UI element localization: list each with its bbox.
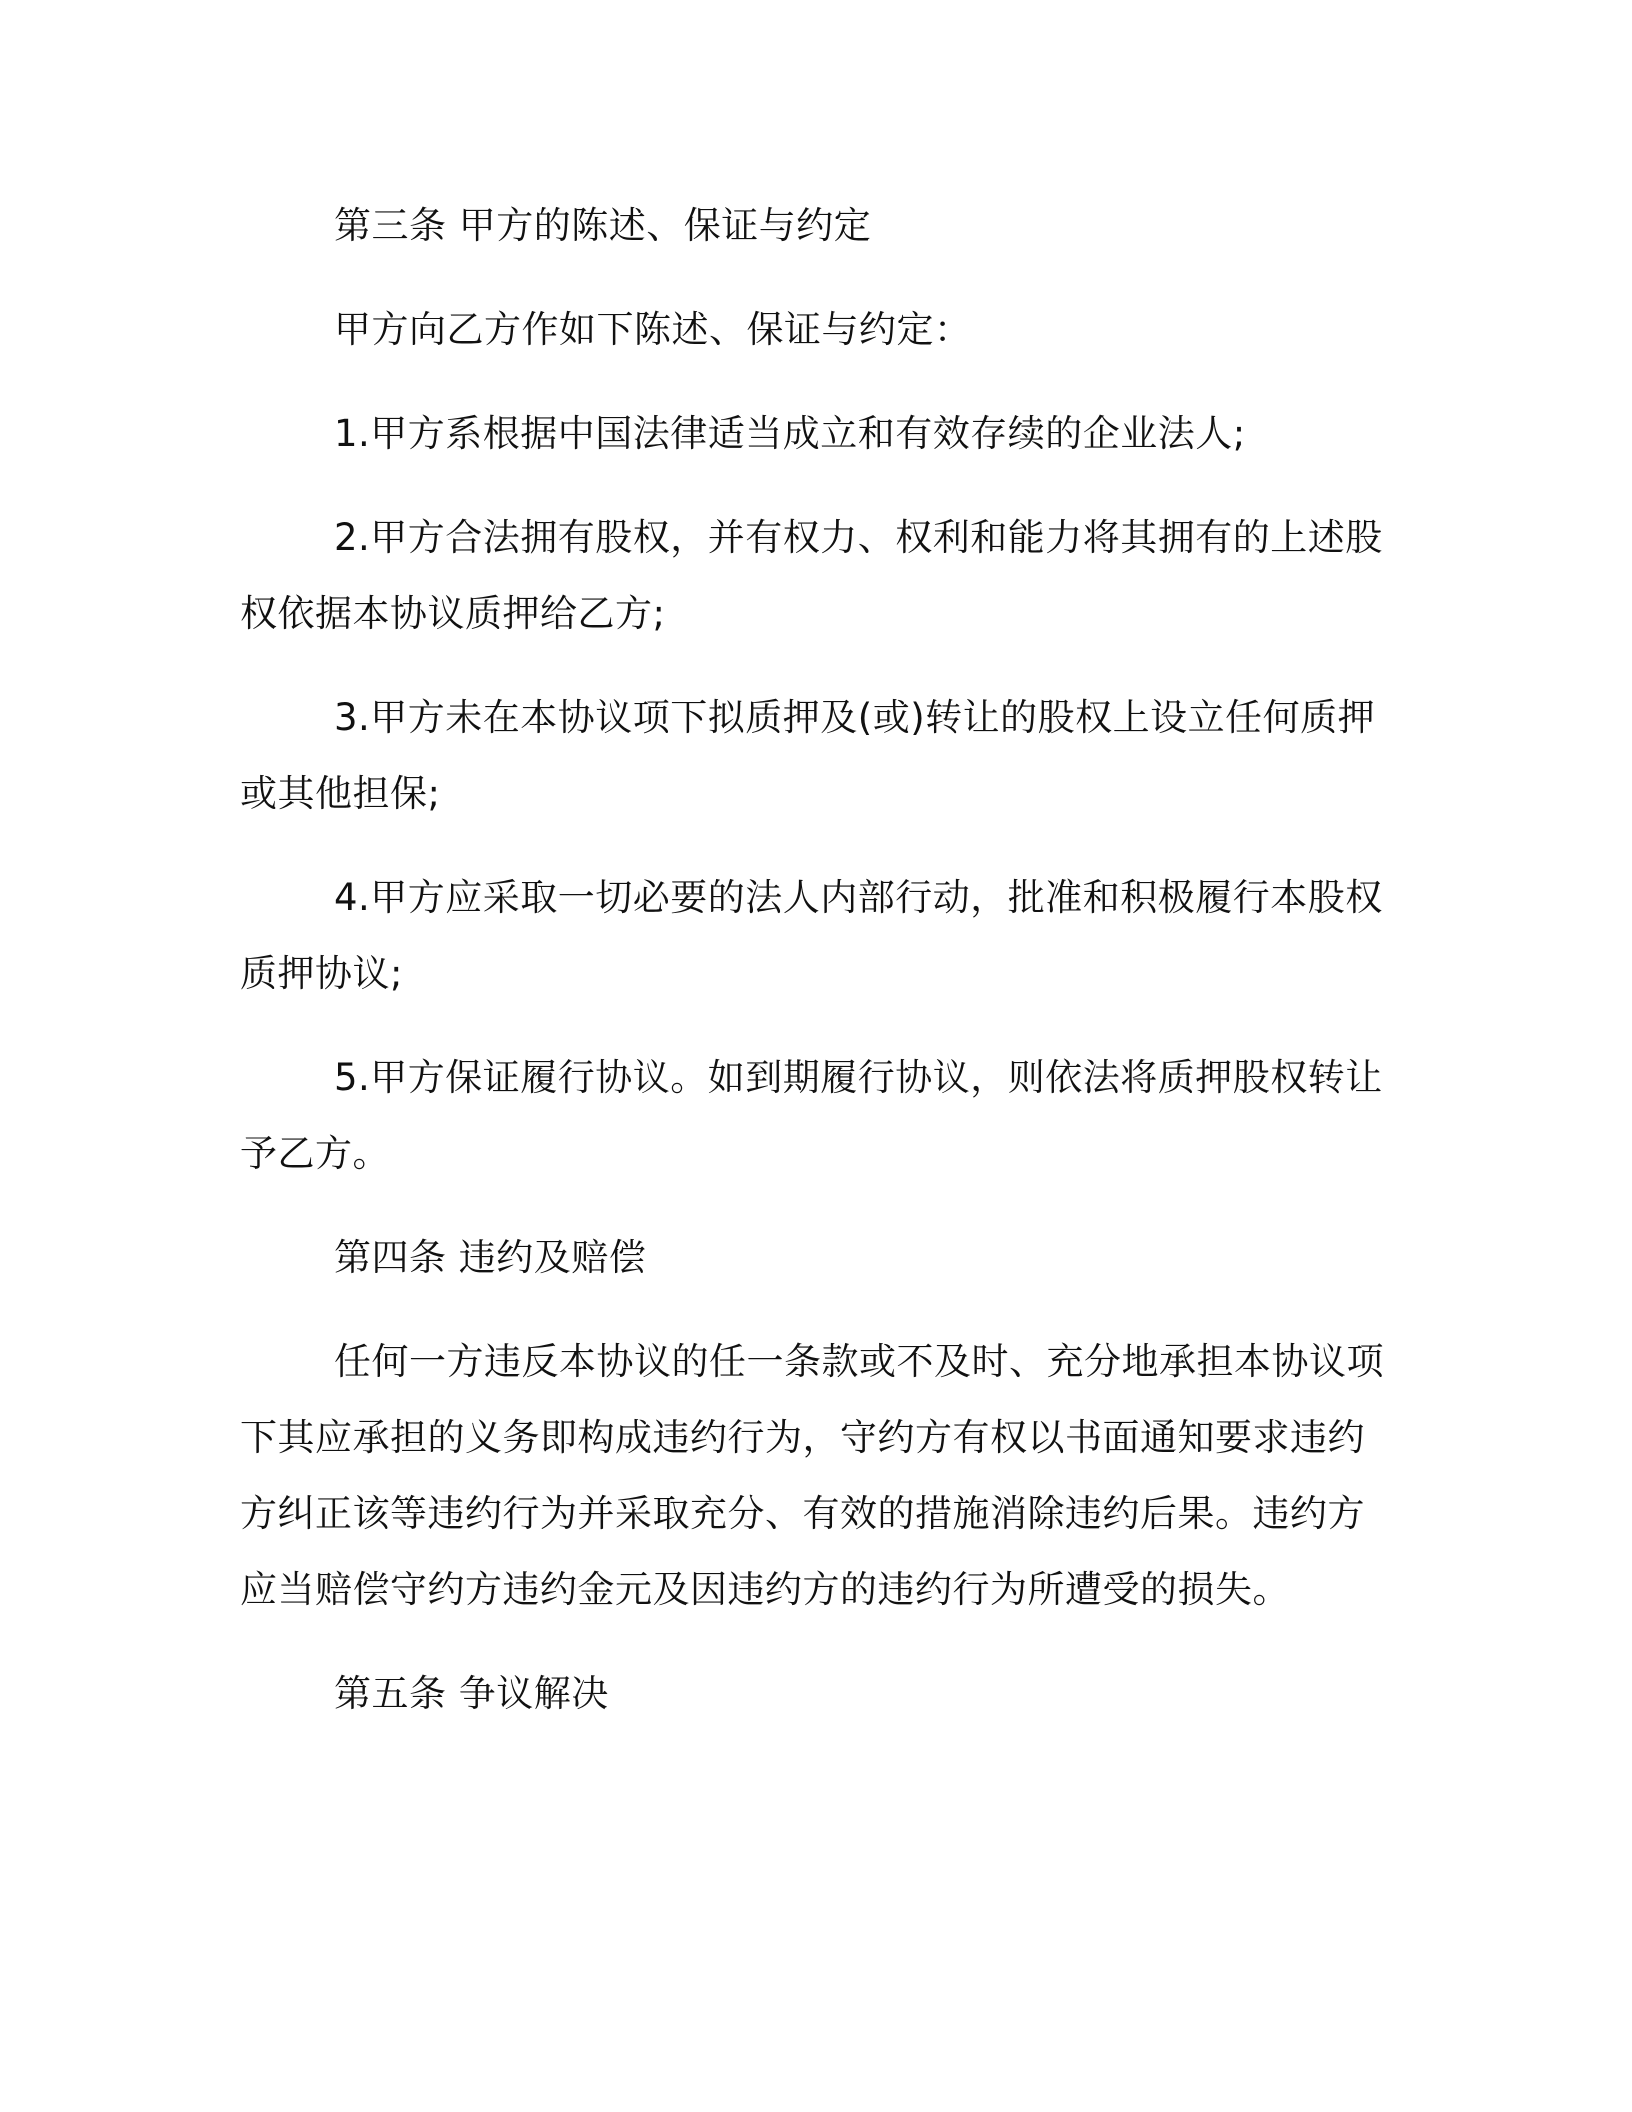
article-3-item-3-line-2: 或其他担保; [240,772,441,815]
article-5-heading: 第五条 争议解决 [334,1672,609,1715]
article-4-heading: 第四条 违约及赔偿 [334,1236,647,1279]
article-4-paragraph-line-3: 方纠正该等违约行为并采取充分、有效的措施消除违约后果。违约方 [240,1492,1365,1535]
article-4-paragraph-line-2: 下其应承担的义务即构成违约行为，守约方有权以书面通知要求违约 [240,1416,1365,1459]
article-3-item-2-line-1: 2.甲方合法拥有股权，并有权力、权利和能力将其拥有的上述股 [334,516,1383,559]
article-3-item-3-line-1: 3.甲方未在本协议项下拟质押及(或)转让的股权上设立任何质押 [334,696,1376,739]
article-3-item-1: 1.甲方系根据中国法律适当成立和有效存续的企业法人; [334,412,1246,455]
document-body [240,188,1384,1732]
article-3-intro: 甲方向乙方作如下陈述、保证与约定： [334,308,972,351]
article-3-item-5-line-1: 5.甲方保证履行协议。如到期履行协议，则依法将质押股权转让 [334,1056,1383,1099]
article-3-heading: 第三条 甲方的陈述、保证与约定 [334,204,872,247]
article-3-item-5-line-2: 予乙方。 [240,1132,390,1175]
article-3-item-4-line-2: 质押协议; [240,952,403,995]
article-3-item-2-line-2: 权依据本协议质押给乙方; [240,592,666,635]
article-4-paragraph-line-1: 任何一方违反本协议的任一条款或不及时、充分地承担本协议项 [334,1340,1384,1383]
article-3-item-4-line-1: 4.甲方应采取一切必要的法人内部行动，批准和积极履行本股权 [334,876,1383,919]
article-4-paragraph-line-4: 应当赔偿守约方违约金元及因违约方的违约行为所遭受的损失。 [240,1568,1290,1611]
